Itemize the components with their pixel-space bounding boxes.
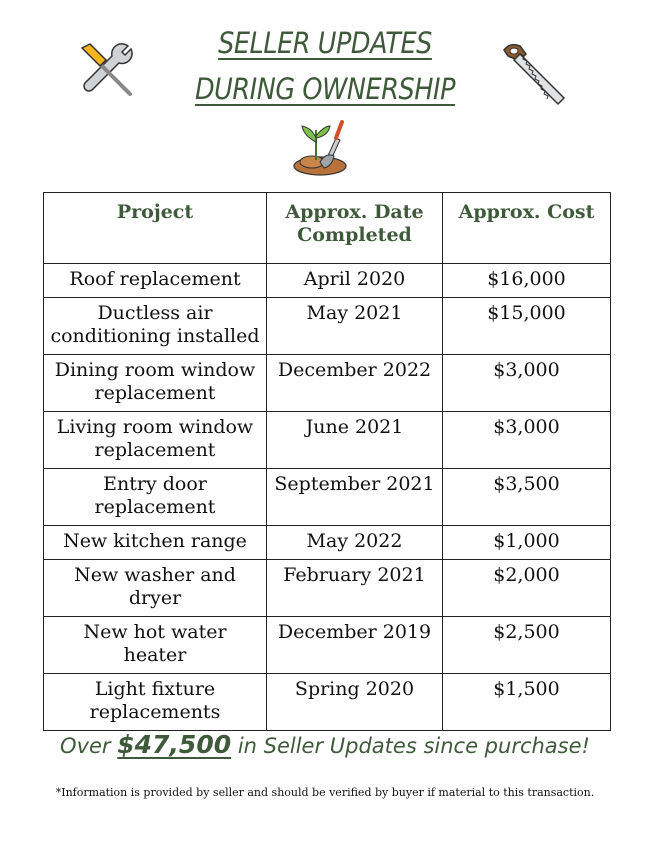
saw-icon <box>500 40 568 112</box>
cost-cell: $15,000 <box>443 298 611 355</box>
table-row <box>44 298 611 355</box>
date-cell: Spring 2020 <box>267 674 443 731</box>
table-row <box>44 617 611 674</box>
plant-icon <box>290 116 352 178</box>
summary-suffix: in Seller Updates since purchase! <box>237 734 590 758</box>
table-row <box>44 412 611 469</box>
project-cell: Living room window replacement <box>44 412 267 469</box>
header-cost: Approx. Cost <box>443 193 611 264</box>
date-cell: September 2021 <box>267 469 443 526</box>
table-row <box>44 264 611 298</box>
cost-cell: $2,500 <box>443 617 611 674</box>
cost-cell: $2,000 <box>443 560 611 617</box>
project-cell: New kitchen range <box>44 526 267 560</box>
header-project: Project <box>44 193 267 264</box>
updates-table <box>43 192 611 731</box>
date-cell: December 2019 <box>267 617 443 674</box>
savings-summary <box>0 730 650 759</box>
table-row <box>44 355 611 412</box>
page-title-line-1: SELLER UPDATES <box>218 26 432 60</box>
date-cell: December 2022 <box>267 355 443 412</box>
project-cell: Light fixture replacements <box>44 674 267 731</box>
project-cell: Ductless air conditioning installed <box>44 298 267 355</box>
table-row <box>44 526 611 560</box>
summary-prefix: Over <box>60 734 111 758</box>
cost-cell: $16,000 <box>443 264 611 298</box>
project-cell: Entry door replacement <box>44 469 267 526</box>
table-row <box>44 560 611 617</box>
header-date: Approx. Date Completed <box>267 193 443 264</box>
cost-cell: $3,500 <box>443 469 611 526</box>
summary-amount: $47,500 <box>117 730 232 759</box>
table-row <box>44 674 611 731</box>
date-cell: May 2022 <box>267 526 443 560</box>
cost-cell: $3,000 <box>443 355 611 412</box>
project-cell: Roof replacement <box>44 264 267 298</box>
tools-icon <box>74 40 140 102</box>
project-cell: New washer and dryer <box>44 560 267 617</box>
date-cell: February 2021 <box>267 560 443 617</box>
project-cell: Dining room window replacement <box>44 355 267 412</box>
cost-cell: $3,000 <box>443 412 611 469</box>
table-row <box>44 469 611 526</box>
cost-cell: $1,500 <box>443 674 611 731</box>
table-header-row <box>44 193 611 264</box>
page-title-line-2: DURING OWNERSHIP <box>194 72 456 106</box>
date-cell: May 2021 <box>267 298 443 355</box>
cost-cell: $1,000 <box>443 526 611 560</box>
date-cell: June 2021 <box>267 412 443 469</box>
disclaimer: *Information is provided by seller and should be verified by buyer if material to this transaction. <box>55 786 595 799</box>
date-cell: April 2020 <box>267 264 443 298</box>
project-cell: New hot water heater <box>44 617 267 674</box>
